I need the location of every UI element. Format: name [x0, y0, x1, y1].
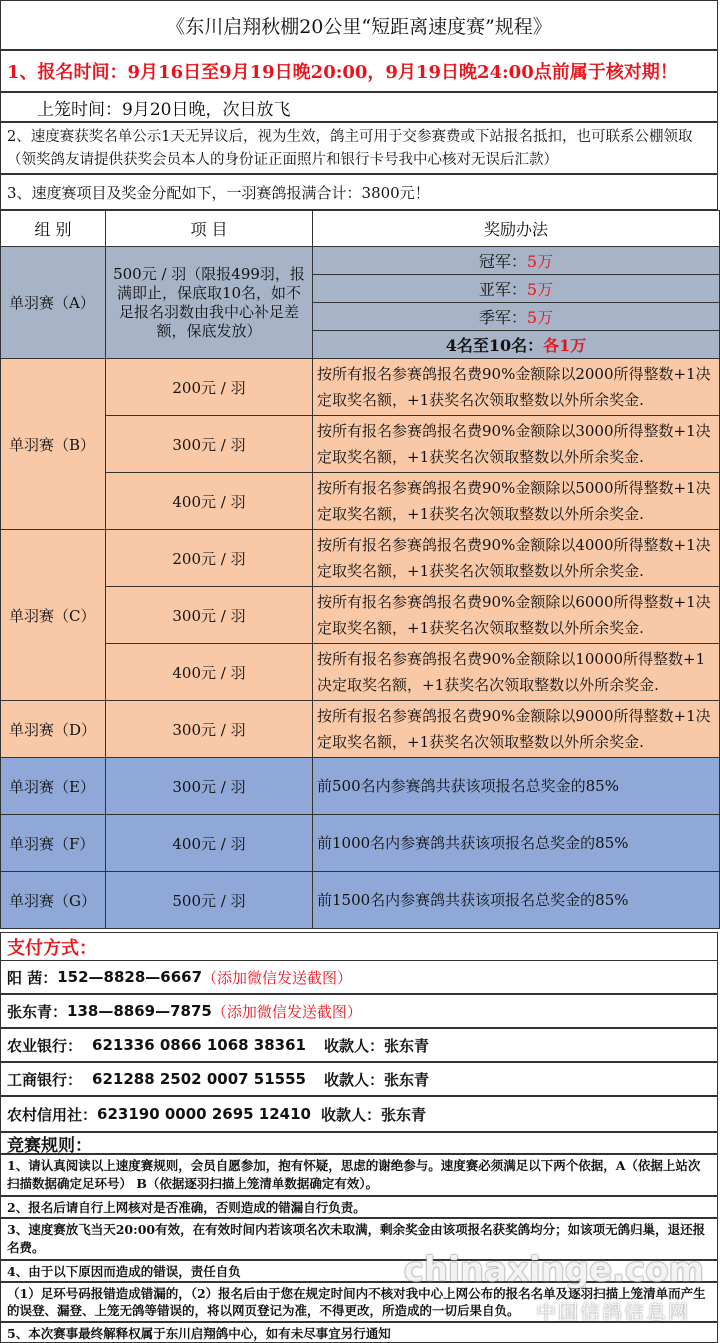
bank-payee: 收款人：张东青 — [321, 1105, 427, 1124]
rule-item: 5、本次赛事最终解释权属于东川启翔鸽中心，如有未尽事宜另行通知 — [0, 1322, 718, 1343]
bank-payee: 收款人：张东青 — [324, 1070, 430, 1089]
header-item: 项 目 — [106, 211, 313, 247]
table-row — [1, 587, 720, 644]
note-3-text: 3、速度赛项目及奖金分配如下，一羽赛鸽报满合计：3800元！ — [7, 183, 430, 202]
bank-name: 农村信用社： — [7, 1105, 98, 1124]
rule-item: 1、请认真阅读以上速度赛规则，会员自愿参加，抱有怀疑，思虑的谢绝参与。速度赛必须满足以下两个依据，A（依据上站次扫描数据确定足环号） B（依据逐羽扫描上笼清单数据确定有效）。 — [0, 1154, 718, 1196]
group-g-name: 单羽赛（G） — [1, 872, 106, 929]
bank-row — [0, 1028, 718, 1062]
table-row — [1, 758, 720, 815]
table-header — [1, 211, 720, 247]
group-a-fee: 500元 / 羽（限报499羽，报满即止，保底取10名，如不足报名羽数由我中心补足差额，保底发放） — [106, 247, 313, 359]
contact-name: 张东青： — [7, 1002, 68, 1021]
table-row — [1, 815, 720, 872]
fee-cell: 300元 / 羽 — [106, 758, 313, 815]
rules-heading — [0, 1132, 718, 1154]
table-row — [1, 530, 720, 587]
group-c-name: 单羽赛（C） — [1, 530, 106, 701]
header-reward: 奖励办法 — [313, 211, 720, 247]
fee-cell: 400元 / 羽 — [106, 815, 313, 872]
fee-cell: 400元 / 羽 — [106, 644, 313, 701]
contact-row — [0, 994, 718, 1028]
rank-row: 亚军：5万 — [313, 275, 720, 303]
bank-name: 工商银行： — [7, 1070, 83, 1089]
fee-cell: 300元 / 羽 — [106, 416, 313, 473]
fee-cell: 500元 / 羽 — [106, 872, 313, 929]
group-e-name: 单羽赛（E） — [1, 758, 106, 815]
table-row — [1, 473, 720, 530]
fee-cell: 400元 / 羽 — [106, 473, 313, 530]
page-title — [0, 0, 718, 50]
bank-name: 农业银行： — [7, 1036, 83, 1055]
bank-account: 623190 0000 2695 12410 — [97, 1105, 311, 1123]
note-2-text: 2、速度赛获奖名单公示1天无异议后，视为生效，鸽主可用于交参赛费或下站报名抵扣，也可联系公棚领取（领奖鸽友请提供获奖会员本人的身份证正面照片和银行卡号我中心核对无误后汇款） — [7, 129, 693, 168]
fee-cell: 200元 / 羽 — [106, 530, 313, 587]
header-group: 组 别 — [1, 211, 106, 247]
table-row — [1, 701, 720, 758]
loading-time — [0, 92, 718, 122]
payment-heading — [0, 932, 718, 960]
fee-cell: 200元 / 羽 — [106, 359, 313, 416]
note-2 — [0, 122, 718, 174]
signup-label: 1、报名时间： — [7, 62, 128, 83]
contact-note: （添加微信发送截图） — [211, 1002, 362, 1021]
table-row — [1, 644, 720, 701]
rule-cell: 按所有报名参赛鸽报名费90%金额除以10000所得整数+1决定取奖名额，+1获奖名次领取整数以外所余奖金. — [313, 644, 720, 701]
group-b-name: 单羽赛（B） — [1, 359, 106, 530]
table-row — [1, 359, 720, 416]
rank-row: 冠军：5万 — [313, 247, 720, 275]
rules-heading-text: 竞赛规则： — [7, 1135, 92, 1156]
rule-cell: 按所有报名参赛鸽报名费90%金额除以3000所得整数+1决定取奖名额，+1获奖名次领取整数以外所余奖金. — [313, 416, 720, 473]
rule-item: 4、由于以下原因而造成的错误，责任自负 — [0, 1260, 718, 1282]
contact-phone: 152—8828—6667 — [57, 968, 203, 986]
contact-row — [0, 960, 718, 994]
bank-row — [0, 1096, 718, 1132]
rule-cell: 前1000名内参赛鸽共获该项报名总奖金的85% — [313, 815, 720, 872]
contact-name: 阳 茜： — [7, 968, 58, 987]
table-row — [1, 416, 720, 473]
rule-cell: 按所有报名参赛鸽报名费90%金额除以5000所得整数+1决定取奖名额，+1获奖名次领取整数以外所余奖金. — [313, 473, 720, 530]
group-d-name: 单羽赛（D） — [1, 701, 106, 758]
rule-cell: 按所有报名参赛鸽报名费90%金额除以2000所得整数+1决定取奖名额，+1获奖名次领取整数以外所余奖金. — [313, 359, 720, 416]
prize-table — [0, 210, 720, 929]
bank-account: 621288 2502 0007 51555 — [92, 1070, 306, 1088]
rule-cell: 按所有报名参赛鸽报名费90%金额除以6000所得整数+1决定取奖名额，+1获奖名次领取整数以外所余奖金. — [313, 587, 720, 644]
rule-item: 2、报名后请自行上网核对是否准确，否则造成的错漏自行负责。 — [0, 1196, 718, 1218]
table-row — [1, 872, 720, 929]
contact-note: （添加微信发送截图） — [202, 968, 353, 987]
watermark: chinaxinge.com — [403, 1250, 704, 1290]
rule-cell: 前1500名内参赛鸽共获该项报名总奖金的85% — [313, 872, 720, 929]
signup-detail: 9月16日至9月19日晚20:00，9月19日晚24:00点前属于核对期！ — [127, 62, 678, 83]
note-3 — [0, 174, 718, 210]
rule-item: 3、速度赛放飞当天20:00有效，在有效时间内若该项名次未取满，剩余奖金由该项报名获奖鸽均分；如该项无鸽归巢，退还报名费。 — [0, 1218, 718, 1260]
bank-payee: 收款人：张东青 — [324, 1036, 430, 1055]
rule-cell: 按所有报名参赛鸽报名费90%金额除以9000所得整数+1决定取奖名额，+1获奖名次领取整数以外所余奖金. — [313, 701, 720, 758]
rank-row: 季军：5万 — [313, 303, 720, 331]
group-f-name: 单羽赛（F） — [1, 815, 106, 872]
watermark-sub: 中国信鸽信息网 — [536, 1300, 690, 1324]
fee-cell: 300元 / 羽 — [106, 701, 313, 758]
rank-row: 4名至10名：各1万 — [313, 331, 720, 359]
rule-cell: 按所有报名参赛鸽报名费90%金额除以4000所得整数+1决定取奖名额，+1获奖名次领取整数以外所余奖金. — [313, 530, 720, 587]
page-title-text: 《东川启翔秋棚20公里“短距离速度赛”规程》 — [166, 15, 552, 38]
table-row — [1, 247, 720, 275]
rule-cell: 前500名内参赛鸽共获该项报名总奖金的85% — [313, 758, 720, 815]
fee-cell: 300元 / 羽 — [106, 587, 313, 644]
signup-time — [0, 50, 718, 92]
bank-account: 621336 0866 1068 38361 — [92, 1036, 306, 1054]
payment-heading-text: 支付方式： — [7, 937, 97, 959]
rule-item: （1）足环号码报错造成错漏的，（2）报名后由于您在规定时间内不核对我中心上网公布的报名名单及逐羽扫描上笼清单而产生的误登、漏登、上笼无鸽等错误的，将以网页登记为准，不得更改，所造成的一切后果自负。 — [0, 1282, 718, 1322]
loading-text: 上笼时间：9月20日晚，次日放飞 — [37, 99, 291, 120]
bank-row — [0, 1062, 718, 1096]
contact-phone: 138—8869—7875 — [67, 1002, 212, 1020]
group-a-name: 单羽赛（A） — [1, 247, 106, 359]
